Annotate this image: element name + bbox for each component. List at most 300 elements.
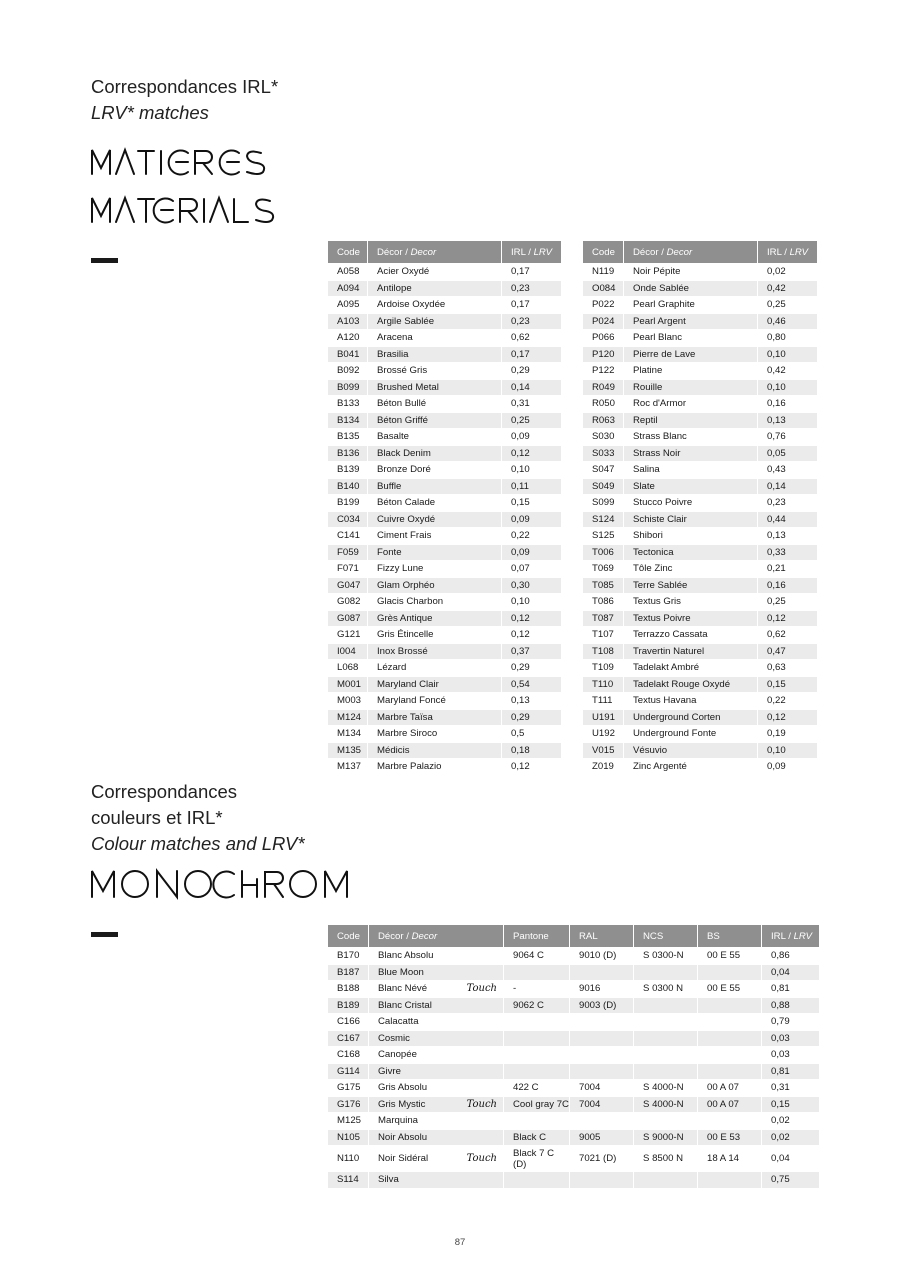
cell-irl: 0,86	[762, 947, 819, 964]
cell-pantone	[504, 1063, 570, 1080]
cell-code: B092	[328, 362, 368, 379]
cell-code: B199	[328, 494, 368, 511]
cell-code: M135	[328, 742, 368, 759]
col-decor-header	[624, 241, 758, 263]
cell-code: C166	[328, 1013, 369, 1030]
cell-irl: 0,04	[762, 964, 819, 981]
cell-irl: 0,16	[758, 577, 817, 594]
cell-pantone: 9062 C	[504, 997, 570, 1014]
cell-bs	[698, 1112, 762, 1129]
table-row	[583, 280, 817, 297]
cell-irl: 0,17	[502, 296, 561, 313]
col-irl-en: LRV	[533, 246, 553, 258]
cell-code: B188	[328, 980, 369, 997]
cell-irl: 0,09	[502, 544, 561, 561]
cell-decor: Brushed Metal	[368, 379, 502, 396]
cell-code: B189	[328, 997, 369, 1014]
cell-ral	[570, 1063, 634, 1080]
table-row	[328, 742, 561, 759]
touch-badge: Touch	[466, 983, 497, 995]
cell-decor: Pearl Graphite	[624, 296, 758, 313]
table-row	[328, 593, 561, 610]
cell-irl: 0,17	[502, 263, 561, 280]
table-row	[583, 676, 817, 693]
cell-code: F059	[328, 544, 368, 561]
cell-decor: Glam Orphéo	[368, 577, 502, 594]
cell-decor: Salina	[624, 461, 758, 478]
cell-bs: 00 E 53	[698, 1129, 762, 1146]
table-row	[328, 412, 561, 429]
cell-decor	[369, 1096, 504, 1113]
cell-code: A058	[328, 263, 368, 280]
table-row	[583, 511, 817, 528]
col-irl-header	[758, 241, 817, 263]
cell-decor: Buffle	[368, 478, 502, 495]
cell-code: M124	[328, 709, 368, 726]
monochrom-heading-line2: couleurs et IRL*	[91, 807, 223, 828]
decor-name: Noir Sidéral	[378, 1153, 429, 1164]
table-row	[328, 692, 561, 709]
cell-decor: Slate	[624, 478, 758, 495]
cell-ncs	[634, 1063, 698, 1080]
table-row	[583, 742, 817, 759]
cell-code: B099	[328, 379, 368, 396]
table-row	[328, 346, 561, 363]
cell-bs	[698, 1030, 762, 1047]
col-bs-header: BS	[698, 925, 762, 947]
cell-pantone: Black C	[504, 1129, 570, 1146]
materials-heading-en: LRV* matches	[91, 102, 209, 123]
cell-irl: 0,02	[762, 1129, 819, 1146]
table-row	[583, 725, 817, 742]
cell-code: B187	[328, 964, 369, 981]
cell-pantone: -	[504, 980, 570, 997]
cell-code: B134	[328, 412, 368, 429]
cell-pantone	[504, 1046, 570, 1063]
table-row	[583, 577, 817, 594]
cell-decor: Underground Corten	[624, 709, 758, 726]
cell-code: N110	[328, 1145, 369, 1171]
cell-decor	[369, 997, 504, 1014]
table-row	[583, 494, 817, 511]
cell-irl: 0,29	[502, 659, 561, 676]
cell-irl: 0,88	[762, 997, 819, 1014]
decor-name: Gris Mystic	[378, 1098, 426, 1110]
table-row	[583, 461, 817, 478]
cell-irl: 0,04	[762, 1145, 819, 1171]
col-decor-fr: Décor /	[377, 246, 411, 258]
col-decor-fr: Décor /	[378, 930, 412, 942]
cell-code: B170	[328, 947, 369, 964]
cell-irl: 0,15	[762, 1096, 819, 1113]
cell-irl: 0,07	[502, 560, 561, 577]
cell-bs	[698, 1171, 762, 1188]
cell-decor	[369, 1112, 504, 1129]
cell-bs	[698, 1046, 762, 1063]
cell-ncs	[634, 1171, 698, 1188]
cell-irl: 0,75	[762, 1171, 819, 1188]
cell-irl: 0,23	[502, 280, 561, 297]
cell-bs	[698, 997, 762, 1014]
cell-decor	[369, 964, 504, 981]
cell-code: B135	[328, 428, 368, 445]
cell-irl: 0,62	[758, 626, 817, 643]
cell-ral: 9010 (D)	[570, 947, 634, 964]
cell-irl: 0,80	[758, 329, 817, 346]
table-row	[583, 346, 817, 363]
table-row	[328, 362, 561, 379]
table-row	[328, 544, 561, 561]
cell-code: S033	[583, 445, 624, 462]
cell-decor: Lézard	[368, 659, 502, 676]
cell-decor	[369, 1046, 504, 1063]
cell-decor: Stucco Poivre	[624, 494, 758, 511]
cell-irl: 0,02	[762, 1112, 819, 1129]
monochrom-title-logo	[91, 867, 381, 901]
cell-ral: 9005	[570, 1129, 634, 1146]
cell-code: L068	[328, 659, 368, 676]
table-row	[583, 643, 817, 660]
cell-decor: Textus Gris	[624, 593, 758, 610]
table-row	[583, 362, 817, 379]
cell-code: G176	[328, 1096, 369, 1113]
cell-code: P024	[583, 313, 624, 330]
cell-code: A103	[328, 313, 368, 330]
table-row	[583, 428, 817, 445]
cell-irl: 0,25	[758, 593, 817, 610]
table-row	[583, 313, 817, 330]
table-header-row	[583, 241, 817, 263]
cell-irl: 0,44	[758, 511, 817, 528]
cell-code: T109	[583, 659, 624, 676]
cell-bs	[698, 1063, 762, 1080]
cell-ral: 9003 (D)	[570, 997, 634, 1014]
table-row	[328, 1129, 819, 1146]
table-row	[328, 560, 561, 577]
cell-code: T085	[583, 577, 624, 594]
table-row	[328, 329, 561, 346]
cell-code: B136	[328, 445, 368, 462]
cell-decor: Gris Étincelle	[368, 626, 502, 643]
cell-decor: Platine	[624, 362, 758, 379]
cell-decor: Textus Poivre	[624, 610, 758, 627]
cell-decor	[369, 947, 504, 964]
cell-code: T107	[583, 626, 624, 643]
cell-code: T006	[583, 544, 624, 561]
decor-name: Blanc Absolu	[378, 950, 434, 962]
cell-bs: 00 A 07	[698, 1079, 762, 1096]
cell-decor: Rouille	[624, 379, 758, 396]
cell-irl: 0,12	[502, 626, 561, 643]
cell-decor: Bronze Doré	[368, 461, 502, 478]
table-row	[583, 610, 817, 627]
table-row	[328, 1096, 819, 1113]
cell-irl: 0,13	[758, 412, 817, 429]
cell-irl: 0,10	[758, 742, 817, 759]
cell-decor: Roc d'Armor	[624, 395, 758, 412]
table-row	[583, 659, 817, 676]
cell-irl: 0,12	[502, 445, 561, 462]
decor-name: Cosmic	[378, 1032, 410, 1044]
cell-irl: 0,11	[502, 478, 561, 495]
touch-badge: Touch	[466, 1153, 497, 1164]
cell-decor	[369, 1013, 504, 1030]
cell-irl: 0,47	[758, 643, 817, 660]
col-decor-en: Decor	[411, 930, 438, 942]
table-row	[583, 709, 817, 726]
cell-code: P120	[583, 346, 624, 363]
col-irl-fr: IRL /	[767, 246, 790, 258]
table-row	[583, 329, 817, 346]
cell-decor	[369, 980, 504, 997]
cell-pantone	[504, 1112, 570, 1129]
col-decor-en: Decor	[410, 246, 437, 258]
cell-irl: 0,12	[758, 709, 817, 726]
cell-irl: 0,13	[758, 527, 817, 544]
cell-code: V015	[583, 742, 624, 759]
cell-irl: 0,31	[502, 395, 561, 412]
table-row	[328, 676, 561, 693]
table-row	[328, 313, 561, 330]
cell-decor: Shibori	[624, 527, 758, 544]
cell-code: B133	[328, 395, 368, 412]
materials-table-right	[583, 241, 817, 775]
col-irl-fr: IRL /	[511, 246, 534, 258]
table-row	[583, 692, 817, 709]
cell-ral: 9016	[570, 980, 634, 997]
cell-code: P022	[583, 296, 624, 313]
cell-ral	[570, 964, 634, 981]
cell-decor: Tadelakt Rouge Oxydé	[624, 676, 758, 693]
table-row	[328, 1112, 819, 1129]
table-row	[328, 511, 561, 528]
table-row	[583, 527, 817, 544]
cell-code: A095	[328, 296, 368, 313]
cell-code: B139	[328, 461, 368, 478]
cell-decor: Maryland Clair	[368, 676, 502, 693]
cell-code: S099	[583, 494, 624, 511]
decor-name: Calacatta	[378, 1016, 419, 1028]
cell-irl: 0,09	[502, 428, 561, 445]
cell-decor: Terrazzo Cassata	[624, 626, 758, 643]
cell-decor: Schiste Clair	[624, 511, 758, 528]
cell-code: C167	[328, 1030, 369, 1047]
cell-irl: 0,42	[758, 362, 817, 379]
cell-irl: 0,5	[502, 725, 561, 742]
cell-irl: 0,02	[758, 263, 817, 280]
table-row	[328, 1079, 819, 1096]
table-row	[328, 1046, 819, 1063]
cell-irl: 0,25	[502, 412, 561, 429]
cell-decor: Argile Sablée	[368, 313, 502, 330]
table-row	[583, 379, 817, 396]
cell-ncs	[634, 1013, 698, 1030]
table-header-row	[328, 241, 561, 263]
cell-ral	[570, 1013, 634, 1030]
cell-decor: Marbre Siroco	[368, 725, 502, 742]
cell-irl: 0,12	[502, 610, 561, 627]
table-row	[328, 445, 561, 462]
cell-decor: Maryland Foncé	[368, 692, 502, 709]
cell-decor: Glacis Charbon	[368, 593, 502, 610]
col-irl-en: LRV	[789, 246, 809, 258]
cell-irl: 0,17	[502, 346, 561, 363]
decor-name: Silva	[378, 1174, 399, 1186]
cell-decor	[369, 1079, 504, 1096]
cell-decor: Noir Pépite	[624, 263, 758, 280]
col-ral-header: RAL	[570, 925, 634, 947]
col-code-header: Code	[583, 241, 624, 263]
table-row	[328, 1063, 819, 1080]
cell-code: G087	[328, 610, 368, 627]
cell-decor: Grès Antique	[368, 610, 502, 627]
cell-decor: Acier Oxydé	[368, 263, 502, 280]
cell-irl: 0,13	[502, 692, 561, 709]
table-row	[328, 494, 561, 511]
table-row	[583, 395, 817, 412]
table-row	[583, 296, 817, 313]
cell-irl: 0,10	[502, 461, 561, 478]
table-row	[328, 478, 561, 495]
cell-code: T069	[583, 560, 624, 577]
cell-irl: 0,46	[758, 313, 817, 330]
cell-irl: 0,21	[758, 560, 817, 577]
cell-bs	[698, 964, 762, 981]
cell-code: G082	[328, 593, 368, 610]
cell-pantone: 9064 C	[504, 947, 570, 964]
table-header-row	[328, 925, 819, 947]
table-row	[328, 263, 561, 280]
cell-ncs: S 4000-N	[634, 1079, 698, 1096]
table-row	[328, 527, 561, 544]
cell-irl: 0,33	[758, 544, 817, 561]
cell-code: G047	[328, 577, 368, 594]
cell-pantone: 422 C	[504, 1079, 570, 1096]
cell-code: S114	[328, 1171, 369, 1188]
cell-code: S049	[583, 478, 624, 495]
cell-ncs: S 0300 N	[634, 980, 698, 997]
cell-irl: 0,62	[502, 329, 561, 346]
materials-table-left	[328, 241, 561, 775]
cell-decor: Médicis	[368, 742, 502, 759]
cell-code: C141	[328, 527, 368, 544]
cell-code: S030	[583, 428, 624, 445]
table-row	[583, 593, 817, 610]
cell-decor: Béton Calade	[368, 494, 502, 511]
cell-irl: 0,79	[762, 1013, 819, 1030]
cell-decor: Aracena	[368, 329, 502, 346]
table-row	[328, 980, 819, 997]
cell-irl: 0,12	[758, 610, 817, 627]
cell-code: U191	[583, 709, 624, 726]
table-row	[328, 758, 561, 775]
cell-code: T108	[583, 643, 624, 660]
cell-irl: 0,09	[758, 758, 817, 775]
cell-code: P122	[583, 362, 624, 379]
cell-code: M003	[328, 692, 368, 709]
cell-pantone	[504, 1013, 570, 1030]
cell-code: C168	[328, 1046, 369, 1063]
decor-name: Blanc Névé	[378, 983, 428, 995]
cell-decor: Zinc Argenté	[624, 758, 758, 775]
cell-ncs	[634, 1046, 698, 1063]
cell-code: G114	[328, 1063, 369, 1080]
col-irl-fr: IRL /	[771, 930, 794, 942]
table-row	[328, 709, 561, 726]
table-row	[583, 412, 817, 429]
cell-code: Z019	[583, 758, 624, 775]
cell-irl: 0,29	[502, 709, 561, 726]
table-row	[583, 445, 817, 462]
cell-decor: Terre Sablée	[624, 577, 758, 594]
table-row	[328, 1171, 819, 1188]
cell-decor: Reptil	[624, 412, 758, 429]
table-row	[328, 395, 561, 412]
cell-code: S125	[583, 527, 624, 544]
cell-decor: Fonte	[368, 544, 502, 561]
cell-bs: 00 E 55	[698, 947, 762, 964]
cell-code: P066	[583, 329, 624, 346]
monochrom-heading-line1: Correspondances	[91, 781, 238, 802]
cell-irl: 0,23	[502, 313, 561, 330]
decor-name: Blanc Cristal	[378, 999, 432, 1011]
cell-irl: 0,54	[502, 676, 561, 693]
cell-irl: 0,15	[502, 494, 561, 511]
cell-code: T111	[583, 692, 624, 709]
cell-ncs: S 0300-N	[634, 947, 698, 964]
col-decor-header	[369, 925, 504, 947]
cell-bs	[698, 1013, 762, 1030]
cell-decor: Tectonica	[624, 544, 758, 561]
cell-irl: 0,10	[758, 379, 817, 396]
cell-decor: Basalte	[368, 428, 502, 445]
cell-irl: 0,10	[758, 346, 817, 363]
cell-decor: Marbre Palazio	[368, 758, 502, 775]
cell-irl: 0,05	[758, 445, 817, 462]
cell-irl: 0,25	[758, 296, 817, 313]
cell-decor: Onde Sablée	[624, 280, 758, 297]
cell-bs: 00 E 55	[698, 980, 762, 997]
cell-code: M134	[328, 725, 368, 742]
cell-irl: 0,23	[758, 494, 817, 511]
col-code-header: Code	[328, 241, 368, 263]
cell-irl: 0,03	[762, 1046, 819, 1063]
cell-irl: 0,29	[502, 362, 561, 379]
cell-code: S124	[583, 511, 624, 528]
cell-decor: Ciment Frais	[368, 527, 502, 544]
table-row	[328, 379, 561, 396]
cell-ral	[570, 1046, 634, 1063]
cell-irl: 0,43	[758, 461, 817, 478]
table-row	[328, 296, 561, 313]
col-ncs-header: NCS	[634, 925, 698, 947]
cell-decor	[369, 1171, 504, 1188]
cell-ncs: S 9000-N	[634, 1129, 698, 1146]
materials-title-logo	[91, 146, 301, 228]
cell-ncs	[634, 1112, 698, 1129]
cell-ncs: S 8500 N	[634, 1145, 698, 1171]
monochrom-heading	[91, 779, 305, 857]
cell-ral: 7004	[570, 1096, 634, 1113]
cell-decor: Cuivre Oxydé	[368, 511, 502, 528]
table-row	[328, 725, 561, 742]
cell-code: F071	[328, 560, 368, 577]
cell-decor: Béton Bullé	[368, 395, 502, 412]
cell-code: B041	[328, 346, 368, 363]
table-row	[328, 626, 561, 643]
cell-ncs	[634, 997, 698, 1014]
table-row	[328, 1030, 819, 1047]
